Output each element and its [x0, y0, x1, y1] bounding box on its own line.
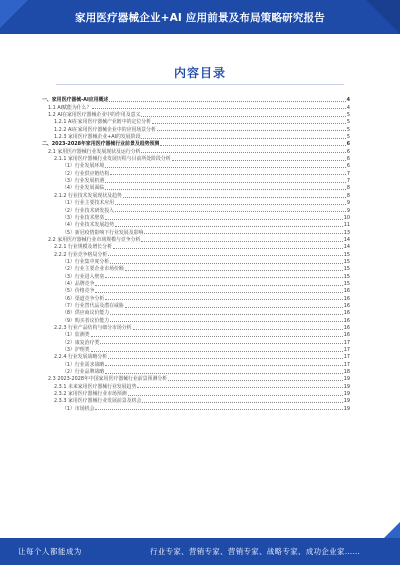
toc-entry[interactable]: [38, 191, 350, 198]
toc-leader-dots: [141, 241, 342, 242]
toc-entry-text: 1.2.1 AI在家用医疗器械产业链中的定位分析: [54, 119, 152, 126]
toc-page-number: 17: [343, 354, 350, 361]
toc-page-number: 17: [343, 347, 350, 354]
toc-entry-text: （5）价格竞争: [62, 288, 95, 295]
toc-leader-dots: [141, 116, 346, 117]
toc-entry[interactable]: [38, 309, 350, 316]
footer-slogan: 让每个人都能成为: [18, 547, 82, 556]
report-header: [0, 0, 400, 34]
toc-entry[interactable]: [38, 390, 350, 397]
toc-entry-text: 2.1.1 家用医疗器械行业发展历程与目前所处阶段分析: [54, 156, 171, 163]
toc-entry-text: （1）行业发展环境: [62, 163, 105, 170]
toc-entry[interactable]: [38, 346, 350, 353]
toc-leader-dots: [95, 409, 342, 410]
toc-entry[interactable]: [38, 221, 350, 228]
toc-divider: [56, 84, 344, 85]
toc-entry[interactable]: [38, 404, 350, 411]
toc-leader-dots: [110, 174, 346, 175]
toc-page-number: 16: [343, 302, 350, 309]
toc-entry[interactable]: [38, 368, 350, 375]
toc-page-number: 8: [346, 185, 350, 192]
toc-leader-dots: [100, 343, 342, 344]
toc-entry[interactable]: [38, 236, 350, 243]
toc-entry-text: 2.2.2 行业竞争格局分析: [54, 251, 108, 258]
toc-page-number: 14: [343, 236, 350, 243]
toc-leader-dots: [123, 197, 346, 198]
toc-leader-dots: [105, 182, 346, 183]
toc-leader-dots: [142, 402, 342, 403]
toc-leader-dots: [108, 255, 343, 256]
toc-entry-text: 2.3.1 未来家用医疗器械行业发展趋势: [54, 383, 137, 390]
toc-entry[interactable]: [38, 125, 350, 132]
toc-leader-dots: [115, 226, 343, 227]
toc-entry-text: 2.2.1 行业规模及增长分析: [54, 244, 113, 251]
toc-entry-text: 2.3.2 家用医疗器械行业市场预测: [54, 391, 127, 398]
toc-page-number: 11: [343, 222, 350, 229]
toc-entry[interactable]: [38, 199, 350, 206]
toc-leader-dots: [91, 351, 343, 352]
toc-page-number: 7: [346, 170, 350, 177]
toc-leader-dots: [105, 189, 346, 190]
toc-page-number: 5: [346, 134, 350, 141]
toc-entry-text: 2.2 家用医疗器械行业市场规模与竞争分析: [48, 236, 141, 243]
footer-corner-decoration: [384, 522, 400, 538]
toc-page-number: 16: [343, 310, 350, 317]
toc-entry[interactable]: [38, 162, 350, 169]
toc-entry[interactable]: [38, 184, 350, 191]
toc-entry-text: （1）市场机会: [62, 405, 95, 412]
toc-page-number: 16: [343, 288, 350, 295]
toc-entry-text: 2.1 家用医疗器械行业发展现状及运行分析: [48, 148, 141, 155]
toc-page-number: 8: [346, 192, 350, 199]
toc-page-number: 15: [343, 251, 350, 258]
toc-page-number: 9: [346, 200, 350, 207]
toc-leader-dots: [128, 395, 343, 396]
toc-page-number: 16: [343, 325, 350, 331]
toc-entry-text: （3）行业进入壁垒: [62, 273, 105, 280]
report-title: 家用医疗器械企业+AI 应用前景及布局策略研究报告: [75, 12, 325, 24]
toc-page-number: 6: [346, 148, 350, 155]
toc-entry[interactable]: [38, 324, 350, 331]
toc-entry-text: （1）监测类: [62, 332, 90, 339]
toc-entry-text: （2）行业供应链结构: [62, 170, 110, 177]
toc-entry-text: （3）行业技术壁垒: [62, 214, 105, 221]
toc-entry[interactable]: [38, 169, 350, 176]
toc-leader-dots: [110, 263, 343, 264]
toc-leader-dots: [109, 101, 345, 102]
toc-entry[interactable]: [38, 265, 350, 272]
toc-page-number: 6: [346, 163, 350, 170]
toc-leader-dots: [115, 211, 346, 212]
toc-page-number: 15: [343, 266, 350, 273]
toc-page-number: 19: [343, 383, 350, 390]
toc-entry[interactable]: [38, 280, 350, 287]
toc-entry[interactable]: [38, 243, 350, 250]
toc-page-number: 13: [343, 229, 350, 236]
toc-leader-dots: [95, 285, 342, 286]
toc-page-number: 4: [346, 104, 350, 111]
toc-leader-dots: [160, 145, 345, 146]
toc-entry-text: （7）行业替代品及潜在威胁: [62, 302, 124, 309]
toc-entry-text: （1）行业主要技术应用: [62, 200, 115, 207]
toc-entry-text: （4）行业发展面临: [62, 185, 105, 192]
toc-entry-text: （8）供应商议价能力: [62, 310, 110, 317]
toc-entry-text: 2.2.3 行业产品结构与细分市场分析: [54, 325, 132, 331]
toc-entry[interactable]: [38, 382, 350, 389]
toc-entry[interactable]: [38, 133, 350, 140]
toc-page-number: 19: [343, 405, 350, 412]
toc-entry-text: （2）康复治疗类: [62, 339, 100, 346]
toc-leader-dots: [92, 108, 345, 109]
toc-leader-dots: [144, 233, 342, 234]
toc-entry[interactable]: [38, 111, 350, 118]
toc-page-number: 19: [343, 376, 350, 383]
toc-title: 内容目录: [173, 66, 226, 80]
toc-entry[interactable]: [38, 118, 350, 125]
toc-entry-text: （1）行业需求战略: [62, 361, 105, 368]
toc-leader-dots: [137, 387, 342, 388]
toc-leader-dots: [152, 123, 346, 124]
toc-entry[interactable]: [38, 214, 350, 221]
toc-entry-text: 2.2.4 行业发展战略分析: [54, 354, 108, 361]
toc-leader-dots: [105, 365, 343, 366]
toc-entry-text: 1.2.2 AI在家用医疗器械企业中的应用场景分析: [54, 126, 156, 133]
toc-leader-dots: [115, 204, 346, 205]
toc-entry[interactable]: [38, 258, 350, 265]
toc-entry-text: 1.1 AI赋能为什么？: [48, 104, 92, 111]
toc-entry-text: （3）行业发展机遇: [62, 178, 105, 185]
toc-entry[interactable]: [38, 331, 350, 338]
toc-entry-text: 1.2 AI在家用医疗器械企业中的作用及意义: [48, 112, 141, 119]
toc-page-number: 7: [346, 178, 350, 185]
report-footer: [0, 538, 400, 565]
toc-entry[interactable]: [38, 250, 350, 257]
toc-page-number: 18: [343, 369, 350, 376]
toc-page-number: 16: [343, 332, 350, 339]
toc-leader-dots: [113, 248, 343, 249]
toc-leader-dots: [168, 380, 343, 381]
toc-entry-text: 2.1.2 行业技术发展现状及趋势: [54, 192, 122, 199]
toc-entry-text: （3）护理类: [62, 347, 90, 354]
toc-entry[interactable]: [38, 375, 350, 382]
toc-page-number: 9: [346, 207, 350, 214]
toc-page-number: 17: [343, 339, 350, 346]
toc-entry[interactable]: [38, 397, 350, 404]
toc-page-number: 5: [346, 112, 350, 119]
toc-leader-dots: [95, 292, 342, 293]
toc-leader-dots: [157, 130, 346, 131]
toc-leader-dots: [125, 307, 343, 308]
toc-entry[interactable]: [38, 96, 350, 103]
toc-page-number: 6: [346, 156, 350, 163]
toc-entry[interactable]: [38, 147, 350, 154]
toc-entry[interactable]: [38, 140, 350, 147]
toc-leader-dots: [110, 314, 343, 315]
toc-entry-text: （2）行业品牌战略: [62, 369, 105, 376]
toc-leader-dots: [108, 358, 343, 359]
toc-entry-text: （2）行业技术研发投入: [62, 207, 115, 214]
toc-entry-text: （4）行业技术发展趋势: [62, 222, 115, 229]
toc-entry[interactable]: [38, 360, 350, 367]
toc-entry[interactable]: [38, 103, 350, 110]
toc-page-number: 4: [346, 97, 350, 104]
toc-leader-dots: [141, 138, 345, 139]
header-corner-decoration-right: [366, 0, 400, 34]
toc-entry[interactable]: [38, 155, 350, 162]
toc-leader-dots: [133, 329, 343, 330]
toc-entry[interactable]: [38, 287, 350, 294]
toc-leader-dots: [105, 299, 343, 300]
toc-entry-text: （2）行业主要企业市场份额: [62, 266, 124, 273]
toc-page-number: 15: [343, 280, 350, 287]
table-of-contents: [38, 96, 350, 412]
toc-entry[interactable]: [38, 338, 350, 345]
toc-page-number: 5: [346, 126, 350, 133]
toc-page-number: 19: [343, 398, 350, 405]
toc-leader-dots: [105, 277, 343, 278]
toc-page-number: 15: [343, 273, 350, 280]
toc-page-number: 10: [343, 214, 350, 221]
toc-leader-dots: [105, 373, 343, 374]
toc-entry-text: 2.3 2023-2028年中国家用医疗器械行业前景预测分析: [48, 376, 168, 383]
toc-leader-dots: [91, 336, 343, 337]
toc-entry-text: 1.2.3 家用医疗器械企业+AI的发展阶段: [54, 134, 141, 141]
toc-entry-text: （1）行业集中度分析: [62, 258, 110, 265]
toc-entry[interactable]: [38, 294, 350, 301]
toc-entry-text: （4）品牌竞争: [62, 280, 95, 287]
toc-entry[interactable]: [38, 272, 350, 279]
toc-entry-text: （9）购买者议价能力: [62, 317, 110, 324]
toc-entry[interactable]: [38, 177, 350, 184]
toc-page-number: 6: [346, 141, 350, 148]
toc-leader-dots: [172, 160, 346, 161]
toc-leader-dots: [105, 167, 346, 168]
toc-page-number: 19: [343, 391, 350, 398]
toc-leader-dots: [110, 321, 343, 322]
toc-entry-text: 2.3.3 家用医疗器械行业发展前景及机会: [54, 398, 142, 405]
toc-leader-dots: [125, 270, 343, 271]
toc-entry[interactable]: [38, 316, 350, 323]
toc-entry[interactable]: [38, 228, 350, 235]
toc-entry-text: （5）新冠疫情影响下行业发展及影响: [62, 229, 144, 236]
toc-page-number: 17: [343, 361, 350, 368]
toc-entry[interactable]: [38, 353, 350, 360]
footer-roles: 行业专家、营销专家、营销专家、战略专家、成功企业家……: [150, 547, 361, 556]
toc-leader-dots: [105, 219, 343, 220]
toc-entry[interactable]: [38, 206, 350, 213]
toc-page-number: 16: [343, 317, 350, 324]
toc-page-number: 14: [343, 244, 350, 251]
toc-entry-text: （6）渠道竞争分析: [62, 295, 105, 302]
toc-page-number: 15: [343, 258, 350, 265]
toc-entry-text: 二、2023-2028年家用医疗器械行业前景及趋势预测: [42, 141, 160, 148]
toc-leader-dots: [141, 152, 345, 153]
toc-page-number: 16: [343, 295, 350, 302]
toc-page-number: 5: [346, 119, 350, 126]
toc-entry[interactable]: [38, 302, 350, 309]
toc-entry-text: 一、家用医疗器械-AI应用概述: [42, 97, 109, 104]
